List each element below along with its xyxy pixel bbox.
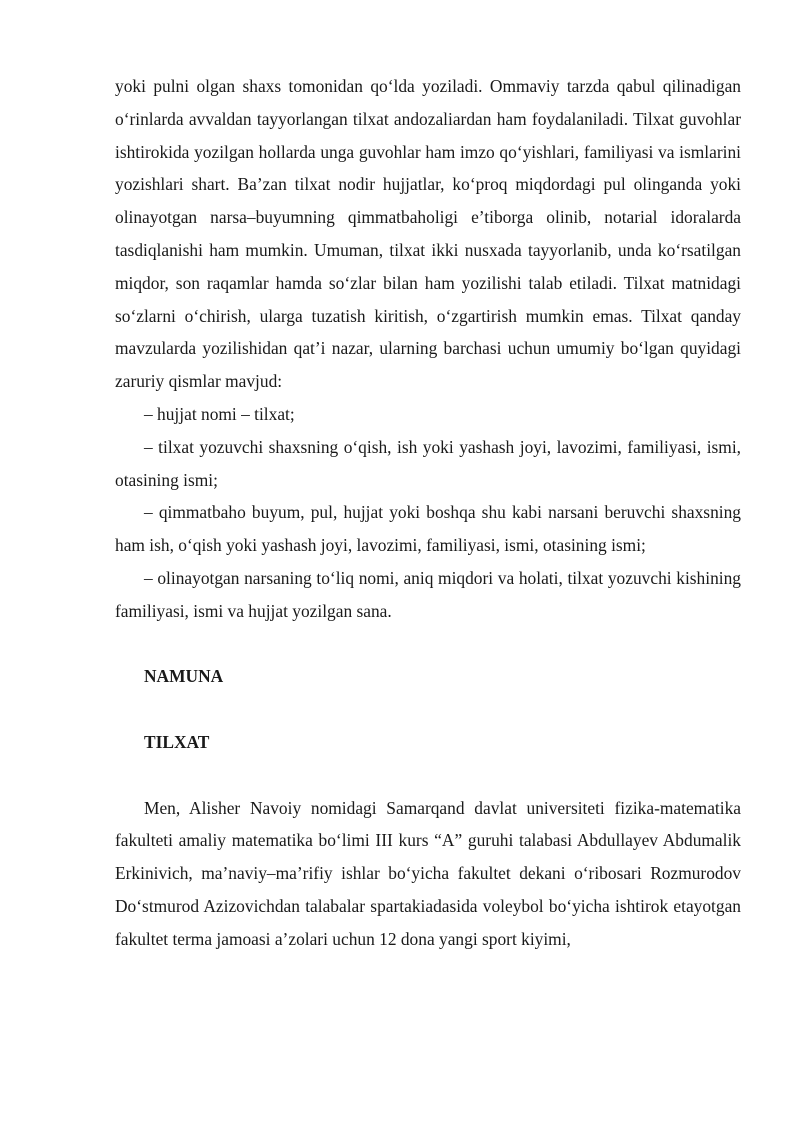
document-page (115, 70, 741, 956)
spacer (115, 693, 741, 726)
sample-receipt-text: Men, Alisher Navoiy nomidagi Samarqand davlat universiteti fizika-matematika fakulteti amaliy matematika bo‘limi III kurs “A” guruhi talabasi Abdullayev Abdumalik Erkinivich, ma’naviy–ma’rifiy ishlar bo‘yicha fakultet dekani o‘ribosari Rozmurodov Do‘stmurod Azizovichdan talabalar spartakiadasida voleybol bo‘yicha ishtirok etayotgan fakultet terma jamoasi a’zolari uchun 12 dona yangi sport kiyimi, (115, 797, 741, 949)
list-item-giver-info: – qimmatbaho buyum, pul, hujjat yoki boshqa shu kabi narsani beruvchi shaxsning ham ish, o‘qish yoki yashash joyi, lavozimi, familiyasi, ismi, otasining ismi; (115, 502, 741, 556)
list-item-writer-info: – tilxat yozuvchi shaxsning o‘qish, ish yoki yashash joyi, lavozimi, familiyasi, ismi, otasining ismi; (115, 436, 741, 490)
list-item-document-name: – hujjat nomi – tilxat; (144, 403, 295, 424)
receipt-title: TILXAT (144, 731, 210, 752)
list-item-item-details: – olinayotgan narsaning to‘liq nomi, aniq miqdori va holati, tilxat yozuvchi kishining familiyasi, ismi va hujjat yozilgan sana. (115, 567, 741, 621)
spacer (115, 628, 741, 661)
sample-heading: NAMUNA (144, 666, 224, 687)
body-paragraph: yoki pulni olgan shaxs tomonidan qo‘lda yoziladi. Ommaviy tarzda qabul qilinadigan o‘rinlarda avvaldan tayyorlangan tilxat andozaliardan ham foydalaniladi. Tilxat guvohlar ishtirokida yozilgan hollarda unga guvohlar ham imzo qo‘yishlari, familiyasi va ismlarini yozishlari shart. Ba’zan tilxat nodir hujjatlar, ko‘proq miqdordagi pul olinganda yoki olinayotgan narsa–buyumning qimmatbaholigi e’tiborga olinib, notarial idoralarda tasdiqlanishi ham mumkin. Umuman, tilxat ikki nusxada tayyorlanib, unda ko‘rsatilgan miqdor, son raqamlar hamda so‘zlar bilan ham yozilishi talab etiladi. Tilxat matnidagi so‘zlarni o‘chirish, ularga tuzatish kiritish, o‘zgartirish mumkin emas. Tilxat qanday mavzularda yozilishidan qat’i nazar, ularning barchasi uchun umumiy bo‘lgan quyidagi zaruriy qismlar mavjud: (115, 76, 741, 392)
spacer (115, 759, 741, 792)
